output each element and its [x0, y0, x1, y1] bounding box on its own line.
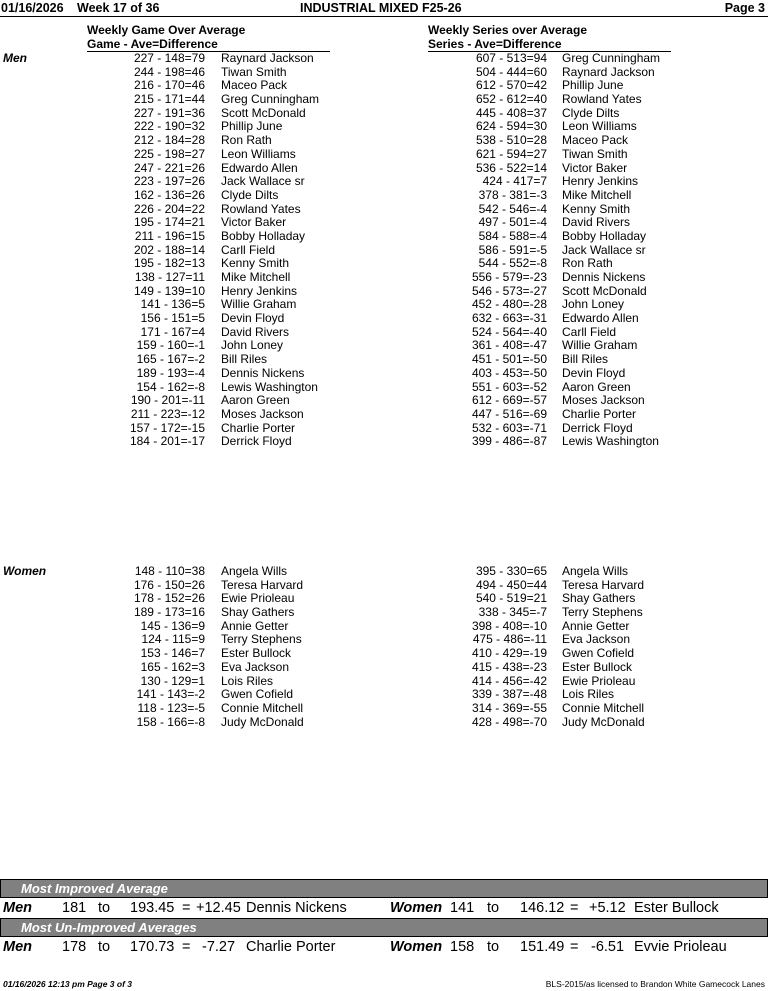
bowler-name: Moses Jackson: [221, 406, 304, 421]
bowler-name: Devin Floyd: [221, 311, 285, 326]
bowler-name: Moses Jackson: [562, 393, 645, 408]
bowler-name: John Loney: [562, 297, 625, 312]
list-item: [0, 605, 700, 619]
to-word: to: [98, 939, 111, 955]
women-from-avg: 141: [450, 900, 475, 916]
bowler-name: Shay Gathers: [221, 605, 295, 620]
list-item: [0, 660, 700, 674]
women-name: Ester Bullock: [634, 900, 719, 916]
score-difference: 447 - 516=-69: [471, 406, 547, 421]
list-item: [0, 78, 700, 92]
bowler-name: Eva Jackson: [562, 632, 631, 647]
bowler-name: Aaron Green: [221, 393, 290, 408]
bowler-name: Lois Riles: [562, 687, 615, 702]
bowler-name: Dennis Nickens: [562, 270, 646, 284]
score-difference: 184 - 201=-17: [129, 434, 205, 449]
men-series-list: [0, 51, 700, 448]
most-improved-bar: [0, 879, 768, 898]
league-name: INDUSTRIAL MIXED F25-26: [300, 1, 462, 15]
footer-license: BLS-2015/as licensed to Brandon White Gamecock Lanes: [545, 979, 765, 989]
bowler-name: Phillip June: [221, 119, 283, 134]
list-item: [0, 92, 700, 106]
list-item: [0, 133, 700, 147]
score-difference: 612 - 669=-57: [471, 393, 547, 408]
score-difference: 227 - 148=79: [133, 51, 205, 65]
score-difference: 202 - 188=14: [133, 242, 205, 257]
bowler-name: Lewis Washington: [562, 434, 659, 449]
bowler-name: Eva Jackson: [221, 659, 290, 674]
score-difference: 475 - 486=-11: [472, 632, 547, 647]
page-number: Page 3: [724, 1, 765, 15]
score-difference: 584 - 588=-4: [478, 228, 547, 243]
list-item: [0, 106, 700, 120]
list-item: [0, 174, 700, 188]
list-item: [0, 161, 700, 175]
score-difference: 162 - 136=26: [133, 187, 205, 202]
bowler-name: Derrick Floyd: [562, 420, 633, 435]
bowler-name: John Loney: [221, 338, 284, 353]
men-from-avg: 178: [62, 939, 87, 955]
bowler-name: Lewis Washington: [221, 379, 318, 394]
bowler-name: David Rivers: [221, 324, 290, 339]
men-label: Men: [3, 939, 32, 955]
score-difference: 212 - 184=28: [133, 133, 205, 148]
equals-sign: =: [570, 900, 579, 916]
bowler-name: Willie Graham: [562, 338, 638, 353]
score-difference: 141 - 136=5: [140, 297, 205, 312]
bowler-name: Greg Cunningham: [221, 92, 320, 107]
bowler-name: Kenny Smith: [562, 201, 631, 216]
women-to-avg: 146.12: [520, 900, 565, 916]
score-difference: 652 - 612=40: [475, 92, 547, 107]
men-diff: +12.45: [196, 900, 241, 916]
score-difference: 190 - 201=-11: [130, 393, 205, 408]
women-to-avg: 151.49: [520, 939, 565, 955]
week-label: Week 17 of 36: [77, 1, 160, 15]
women-group-label: Women: [3, 564, 47, 578]
list-item: [0, 407, 700, 421]
score-difference: 632 - 663=-31: [471, 311, 547, 326]
score-difference: 156 - 151=5: [140, 311, 205, 326]
most-improved-title: Most Improved Average: [21, 881, 168, 896]
score-difference: 395 - 330=65: [475, 564, 547, 578]
equals-sign: =: [182, 939, 191, 955]
score-difference: 157 - 172=-15: [129, 420, 205, 435]
list-item: [0, 256, 700, 270]
bowler-name: Connie Mitchell: [562, 700, 645, 715]
list-item: [0, 338, 700, 352]
women-label: Women: [390, 939, 443, 955]
score-difference: 138 - 127=11: [134, 270, 205, 284]
score-difference: 428 - 498=-70: [471, 714, 547, 729]
score-difference: 612 - 570=42: [475, 78, 547, 93]
bowler-name: Henry Jenkins: [562, 174, 639, 189]
score-difference: 607 - 513=94: [475, 51, 547, 65]
score-difference: 314 - 369=-55: [471, 700, 547, 715]
to-word: to: [487, 900, 500, 916]
list-item: [0, 325, 700, 339]
list-item: [0, 591, 700, 605]
most-unimproved-title: Most Un-Improved Averages: [21, 920, 197, 935]
bowler-name: Tiwan Smith: [221, 64, 287, 79]
bowler-name: Annie Getter: [562, 618, 630, 633]
list-item: [0, 243, 700, 257]
bowler-name: Willie Graham: [221, 297, 297, 312]
score-difference: 223 - 197=26: [133, 174, 205, 189]
score-difference: 540 - 519=21: [475, 591, 547, 606]
list-item: [0, 51, 700, 65]
bowler-name: Terry Stephens: [562, 605, 643, 620]
bowler-name: Edwardo Allen: [221, 160, 298, 175]
bowler-name: Leon Williams: [562, 119, 637, 134]
bowler-name: Edwardo Allen: [562, 311, 639, 326]
bowler-name: Ron Rath: [562, 256, 613, 271]
women-name: Evvie Prioleau: [634, 939, 727, 955]
score-difference: 195 - 174=21: [133, 215, 205, 230]
bowler-name: Angela Wills: [221, 564, 288, 578]
bowler-name: Judy McDonald: [221, 714, 304, 729]
to-word: to: [487, 939, 500, 955]
list-item: [0, 119, 700, 133]
men-name: Charlie Porter: [246, 939, 336, 955]
score-difference: 149 - 139=10: [133, 283, 205, 298]
men-group-label: Men: [3, 51, 27, 65]
score-difference: 154 - 162=-8: [136, 379, 205, 394]
score-difference: 153 - 146=7: [140, 646, 205, 661]
list-item: [0, 65, 700, 79]
men-diff: -7.27: [202, 939, 236, 955]
list-item: [0, 188, 700, 202]
bowler-name: Victor Baker: [221, 215, 287, 230]
score-difference: 544 - 552=-8: [478, 256, 547, 271]
score-difference: 410 - 429=-19: [471, 646, 547, 661]
score-difference: 551 - 603=-52: [471, 379, 547, 394]
bowler-name: Jack Wallace sr: [221, 174, 305, 189]
most-unimproved-line: [0, 939, 768, 959]
bowler-name: Kenny Smith: [221, 256, 290, 271]
list-item: [0, 646, 700, 660]
score-difference: 339 - 387=-48: [471, 687, 547, 702]
bowler-name: Bobby Holladay: [221, 228, 306, 243]
bowler-name: Gwen Cofield: [221, 687, 294, 702]
list-item: [0, 632, 700, 646]
bowler-name: Shay Gathers: [562, 591, 636, 606]
women-label: Women: [390, 900, 443, 916]
bowler-name: Henry Jenkins: [221, 283, 298, 298]
to-word: to: [98, 900, 111, 916]
bowler-name: Angela Wills: [562, 564, 629, 578]
men-name: Dennis Nickens: [246, 900, 347, 916]
bowler-name: Raynard Jackson: [562, 64, 655, 79]
score-difference: 124 - 115=9: [141, 632, 205, 647]
score-difference: 211 - 223=-12: [130, 406, 205, 421]
list-item: [0, 352, 700, 366]
bowler-name: Phillip June: [562, 78, 624, 93]
list-item: [0, 619, 700, 633]
bowler-name: Scott McDonald: [562, 283, 647, 298]
score-difference: 494 - 450=44: [475, 577, 547, 592]
women-series-list: [0, 564, 700, 728]
bowler-name: Bill Riles: [562, 352, 609, 367]
score-difference: 165 - 167=-2: [136, 352, 205, 367]
women-from-avg: 158: [450, 939, 475, 955]
score-difference: 414 - 456=-42: [471, 673, 547, 688]
score-difference: 398 - 408=-10: [471, 618, 547, 633]
bowler-name: Carll Field: [221, 242, 276, 257]
most-unimproved-bar: [0, 918, 768, 937]
score-difference: 227 - 191=36: [133, 105, 205, 120]
bowler-name: Scott McDonald: [221, 105, 306, 120]
bowler-name: Jack Wallace sr: [562, 242, 646, 257]
score-difference: 216 - 170=46: [133, 78, 205, 93]
score-difference: 532 - 603=-71: [471, 420, 547, 435]
women-diff: +5.12: [589, 900, 626, 916]
equals-sign: =: [182, 900, 191, 916]
series-section-title: Weekly Series over Average Series - Ave=Difference: [428, 23, 671, 52]
bowler-name: Clyde Dilts: [562, 105, 620, 120]
men-from-avg: 181: [62, 900, 87, 916]
bowler-name: Aaron Green: [562, 379, 631, 394]
list-item: [0, 202, 700, 216]
list-item: [0, 229, 700, 243]
bowler-name: Judy McDonald: [562, 714, 645, 729]
score-difference: 524 - 564=-40: [471, 324, 547, 339]
score-difference: 226 - 204=22: [133, 201, 205, 216]
score-difference: 378 - 381=-3: [478, 187, 547, 202]
bowler-name: Victor Baker: [562, 160, 628, 175]
bowler-name: Dennis Nickens: [221, 365, 305, 380]
bowler-name: Bobby Holladay: [562, 228, 647, 243]
list-item: [0, 687, 700, 701]
list-item: [0, 421, 700, 435]
score-difference: 222 - 190=32: [133, 119, 205, 134]
score-difference: 536 - 522=14: [475, 160, 547, 175]
bowler-name: Greg Cunningham: [562, 51, 661, 65]
men-label: Men: [3, 900, 32, 916]
bowler-name: Ron Rath: [221, 133, 272, 148]
bowler-name: Teresa Harvard: [562, 577, 645, 592]
bowler-name: Rowland Yates: [562, 92, 642, 107]
list-item: [0, 393, 700, 407]
score-difference: 247 - 221=26: [133, 160, 205, 175]
score-difference: 215 - 171=44: [133, 92, 205, 107]
list-item: [0, 564, 700, 578]
score-difference: 130 - 129=1: [140, 673, 205, 688]
score-difference: 148 - 110=38: [134, 564, 205, 578]
score-difference: 403 - 453=-50: [471, 365, 547, 380]
score-difference: 546 - 573=-27: [471, 283, 547, 298]
score-difference: 178 - 152=26: [133, 591, 205, 606]
game-section-subtitle: Game - Ave=Difference: [87, 37, 330, 52]
game-section-title: Weekly Game Over Average Game - Ave=Difference: [87, 23, 330, 52]
list-item: [0, 380, 700, 394]
list-item: [0, 284, 700, 298]
bowler-name: Lois Riles: [221, 673, 274, 688]
list-item: [0, 311, 700, 325]
list-item: [0, 147, 700, 161]
bowler-name: Annie Getter: [221, 618, 289, 633]
score-difference: 542 - 546=-4: [478, 201, 547, 216]
bowler-name: Maceo Pack: [221, 78, 288, 93]
score-difference: 624 - 594=30: [475, 119, 547, 134]
list-item: [0, 434, 700, 448]
bowler-name: Mike Mitchell: [562, 187, 632, 202]
bowler-name: Bill Riles: [221, 352, 268, 367]
list-item: [0, 297, 700, 311]
series-section-subtitle: Series - Ave=Difference: [428, 37, 671, 52]
score-difference: 211 - 196=15: [134, 228, 205, 243]
bowler-name: Leon Williams: [221, 146, 296, 161]
score-difference: 195 - 182=13: [133, 256, 205, 271]
score-difference: 176 - 150=26: [133, 577, 205, 592]
score-difference: 338 - 345=-7: [478, 605, 547, 620]
score-difference: 225 - 198=27: [133, 146, 205, 161]
list-item: [0, 215, 700, 229]
bowler-name: Tiwan Smith: [562, 146, 628, 161]
bowler-name: Gwen Cofield: [562, 646, 635, 661]
score-difference: 556 - 579=-23: [471, 270, 547, 284]
score-difference: 452 - 480=-28: [471, 297, 547, 312]
score-difference: 361 - 408=-47: [471, 338, 547, 353]
score-difference: 141 - 143=-2: [136, 687, 205, 702]
bowler-name: Mike Mitchell: [221, 270, 291, 284]
score-difference: 538 - 510=28: [475, 133, 547, 148]
score-difference: 451 - 501=-50: [471, 352, 547, 367]
score-difference: 497 - 501=-4: [478, 215, 547, 230]
bowler-name: Raynard Jackson: [221, 51, 314, 65]
bowler-name: Derrick Floyd: [221, 434, 292, 449]
bowler-name: Clyde Dilts: [221, 187, 279, 202]
score-difference: 145 - 136=9: [140, 618, 205, 633]
score-difference: 189 - 173=16: [133, 605, 205, 620]
report-header: [0, 0, 768, 17]
bowler-name: David Rivers: [562, 215, 631, 230]
score-difference: 165 - 162=3: [140, 659, 205, 674]
score-difference: 189 - 193=-4: [136, 365, 205, 380]
score-difference: 399 - 486=-87: [471, 434, 547, 449]
score-difference: 445 - 408=37: [475, 105, 547, 120]
men-to-avg: 193.45: [130, 900, 175, 916]
most-improved-line: [0, 900, 768, 920]
score-difference: 171 - 167=4: [140, 324, 205, 339]
bowler-name: Ester Bullock: [221, 646, 292, 661]
score-difference: 415 - 438=-23: [471, 659, 547, 674]
bowler-name: Teresa Harvard: [221, 577, 304, 592]
bowler-name: Devin Floyd: [562, 365, 626, 380]
bowler-name: Terry Stephens: [221, 632, 302, 647]
women-diff: -6.51: [591, 939, 625, 955]
list-item: [0, 366, 700, 380]
score-difference: 158 - 166=-8: [136, 714, 205, 729]
score-difference: 244 - 198=46: [133, 64, 205, 79]
bowler-name: Carll Field: [562, 324, 617, 339]
score-difference: 118 - 123=-5: [137, 700, 205, 715]
men-to-avg: 170.73: [130, 939, 175, 955]
bowler-name: Ester Bullock: [562, 659, 633, 674]
bowler-name: Connie Mitchell: [221, 700, 304, 715]
bowler-name: Rowland Yates: [221, 201, 301, 216]
equals-sign: =: [570, 939, 579, 955]
score-difference: 424 - 417=7: [482, 174, 547, 189]
score-difference: 586 - 591=-5: [478, 242, 547, 257]
list-item: [0, 578, 700, 592]
bowler-name: Ewie Prioleau: [221, 591, 295, 606]
bowler-name: Ewie Prioleau: [562, 673, 636, 688]
bowler-name: Charlie Porter: [221, 420, 296, 435]
footer-print-info: 01/16/2026 12:13 pm Page 3 of 3: [3, 979, 132, 989]
bowler-name: Charlie Porter: [562, 406, 637, 421]
list-item: [0, 270, 700, 284]
report-date: 01/16/2026: [1, 1, 64, 15]
score-difference: 504 - 444=60: [475, 64, 547, 79]
score-difference: 621 - 594=27: [475, 146, 547, 161]
score-difference: 159 - 160=-1: [136, 338, 205, 353]
bowler-name: Maceo Pack: [562, 133, 629, 148]
list-item: [0, 701, 700, 715]
list-item: [0, 715, 700, 729]
list-item: [0, 674, 700, 688]
